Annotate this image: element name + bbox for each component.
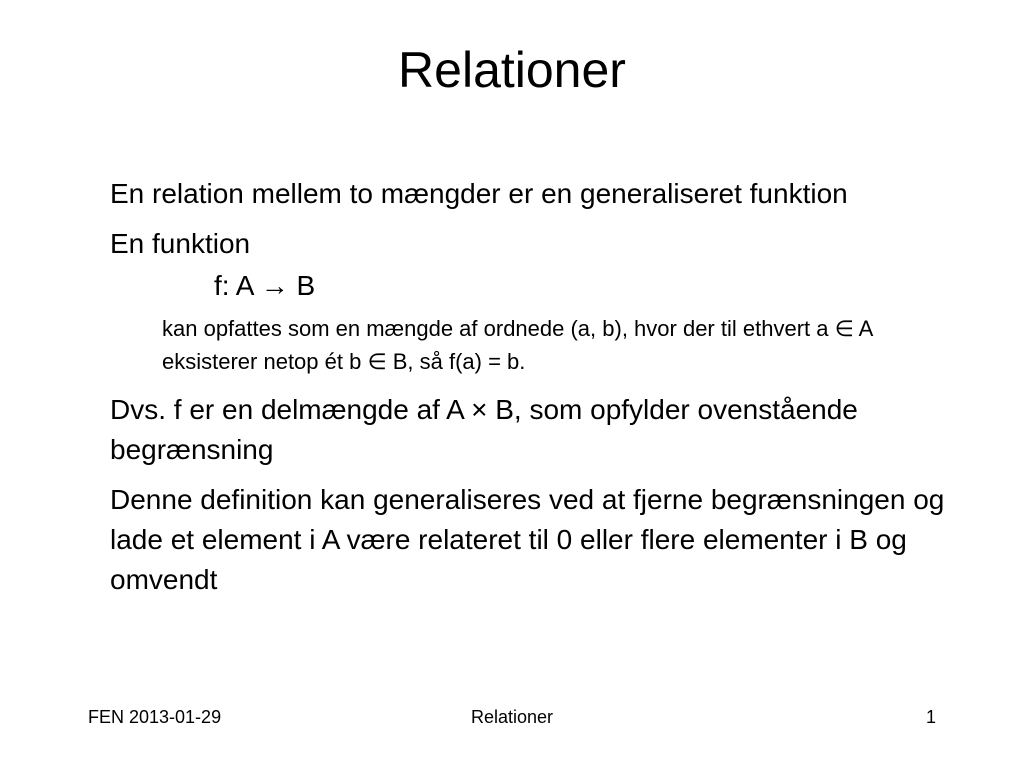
sub-paragraph-ordered-pairs: kan opfattes som en mængde af ordnede (a, b), hvor der til ethvert a ∈ A eksisterer netop ét b ∈ B, så f(a) = b. xyxy=(162,316,873,374)
slide-body xyxy=(110,174,950,610)
function-formula: f: A → B xyxy=(214,270,316,301)
slide-title: Relationer xyxy=(398,42,626,98)
paragraph-generalization: Denne definition kan generaliseres ved at fjerne begrænsningen og lade et element i A være relateret til 0 eller flere elementer i B og omvendt xyxy=(110,484,945,595)
paragraph-subset: Dvs. f er en delmængde af A × B, som opfylder ovenstående begrænsning xyxy=(110,394,858,465)
paragraph-relation-definition: En relation mellem to mængder er en generaliseret funktion xyxy=(110,178,848,209)
paragraph-function-intro: En funktion xyxy=(110,228,251,259)
footer-page-number: 1 xyxy=(925,707,936,727)
footer-title: Relationer xyxy=(470,707,554,727)
footer-date: FEN 2013-01-29 xyxy=(88,707,222,727)
